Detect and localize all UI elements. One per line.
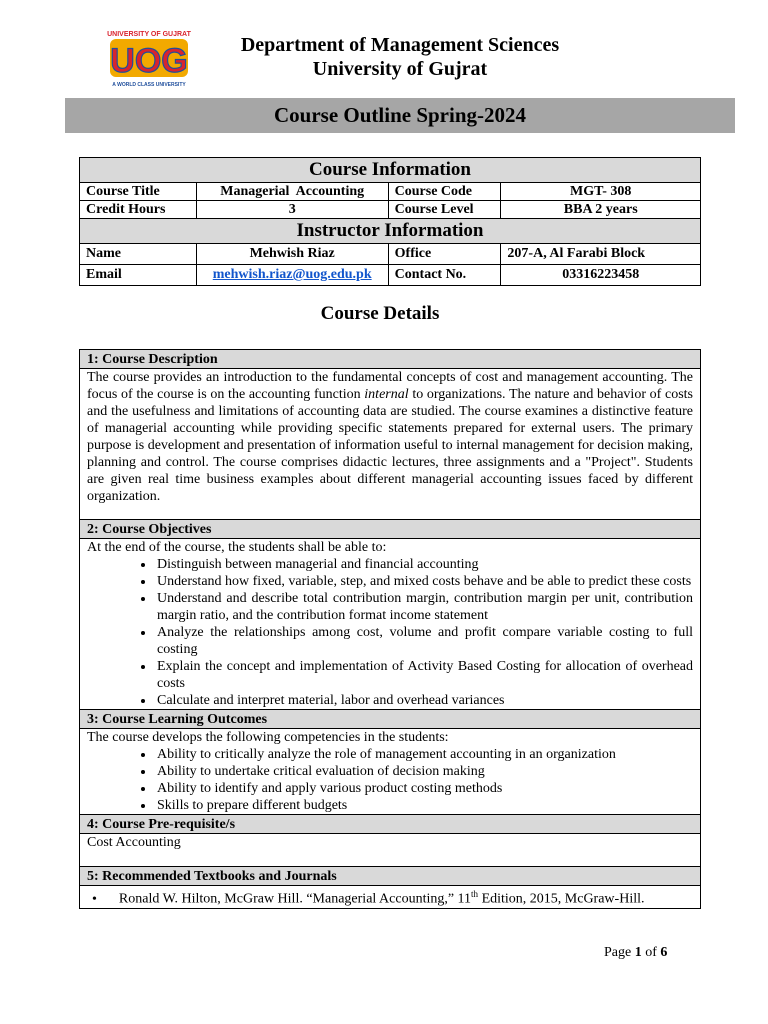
logo-main-text: UOG xyxy=(110,42,188,80)
objectives-intro: At the end of the course, the students shall be able to: xyxy=(87,540,387,555)
of-label: of xyxy=(645,945,657,960)
course-information-table xyxy=(79,157,701,286)
list-item: • Calculate and interpret material, labor and overhead variances xyxy=(155,692,693,709)
learning-outcomes-header: 3: Course Learning Outcomes xyxy=(80,710,701,729)
office-value: 207-A, Al Farabi Block xyxy=(501,244,701,265)
prerequisite-header: 4: Course Pre-requisite/s xyxy=(80,815,701,834)
total-pages: 6 xyxy=(660,945,668,960)
contact-label: Contact No. xyxy=(388,265,501,286)
list-item: • Understand how fixed, variable, step, and mixed costs behave and be able to predict these costs xyxy=(155,573,693,590)
objectives-list xyxy=(87,556,693,709)
instructor-name-value: Mehwish Riaz xyxy=(196,244,388,265)
description-italic: internal xyxy=(364,387,409,402)
course-level-value: BBA 2 years xyxy=(501,201,701,219)
course-outline-banner: Course Outline Spring-2024 xyxy=(65,98,735,133)
current-page: 1 xyxy=(634,945,642,960)
instructor-info-heading: Instructor Information xyxy=(80,219,701,244)
department-header xyxy=(180,33,620,81)
department-name: Department of Management Sciences xyxy=(240,34,560,56)
course-code-value: MGT- 308 xyxy=(501,183,701,201)
description-part-1: The course provides an introduction to the fundamental concepts of cost and management accounting. The focus of the course is on the accounting function xyxy=(87,370,693,402)
course-title-label: Course Title xyxy=(80,183,197,201)
page-number xyxy=(604,945,667,961)
course-details-title: Course Details xyxy=(320,303,440,324)
textbook-text: Ronald W. Hilton, McGraw Hill. “Managerial Accounting,” 11 xyxy=(118,891,472,907)
list-item: • Understand and describe total contribution margin, contribution margin per unit, contribution margin ratio, and the contribution format income statement xyxy=(155,590,693,624)
list-item: • Distinguish between managerial and financial accounting xyxy=(155,556,693,573)
page-label: Page xyxy=(604,945,632,960)
course-code-label: Course Code xyxy=(388,183,501,201)
university-name: University of Gujrat xyxy=(312,58,488,80)
course-details-table xyxy=(79,349,701,909)
description-part-2: to organizations. The nature and behavior of costs and the usefulness and limitations of accounting data are studied. The course examines a distinctive feature of managerial accounting while providing specific statements prepared for external users. The primary purpose is development and presentation of information useful to internal management for decision making, planning and control. The course comprises didactic lectures, three assignments and a "Project". Students are given real time business examples about different managerial accounting issues faced by different organization. xyxy=(87,387,694,504)
textbook-bullet: • xyxy=(92,891,97,907)
logo-top-text: UNIVERSITY OF GUJRAT xyxy=(107,31,191,38)
list-item: • Ability to critically analyze the role of management accounting in an organization xyxy=(155,746,693,763)
list-item: • Analyze the relationships among cost, volume and profit compare variable costing to full costing xyxy=(155,624,693,658)
contact-value: 03316223458 xyxy=(501,265,701,286)
credit-hours-label: Credit Hours xyxy=(80,201,197,219)
course-objectives-body xyxy=(80,539,701,710)
office-label: Office xyxy=(388,244,501,265)
learning-outcomes-body xyxy=(80,729,701,815)
course-info-heading: Course Information xyxy=(80,158,701,183)
course-description-header: 1: Course Description xyxy=(80,350,701,369)
prerequisite-text: Cost Accounting xyxy=(80,834,701,867)
logo-bottom-text: A WORLD CLASS UNIVERSITY xyxy=(112,82,186,88)
textbooks-header: 5: Recommended Textbooks and Journals xyxy=(80,867,701,886)
email-cell xyxy=(196,265,388,286)
course-level-label: Course Level xyxy=(388,201,501,219)
instructor-name-label: Name xyxy=(80,244,197,265)
email-label: Email xyxy=(80,265,197,286)
textbook-text-end: Edition, 2015, McGraw-Hill. xyxy=(478,891,645,907)
textbook-superscript: th xyxy=(471,889,479,899)
list-item: • Skills to prepare different budgets xyxy=(155,797,693,814)
outcomes-intro: The course develops the following competencies in the students: xyxy=(87,730,449,745)
outcomes-list xyxy=(87,746,693,814)
course-objectives-header: 2: Course Objectives xyxy=(80,520,701,539)
textbook-entry xyxy=(80,886,701,909)
list-item: • Explain the concept and implementation of Activity Based Costing for allocation of overhead costs xyxy=(155,658,693,692)
course-description-text xyxy=(80,369,701,520)
list-item: • Ability to undertake critical evaluation of decision making xyxy=(155,763,693,780)
list-item: • Ability to identify and apply various product costing methods xyxy=(155,780,693,797)
course-title-value: Managerial Accounting xyxy=(196,183,388,201)
email-link[interactable]: mehwish.riaz@uog.edu.pk xyxy=(212,267,372,282)
credit-hours-value: 3 xyxy=(196,201,388,219)
